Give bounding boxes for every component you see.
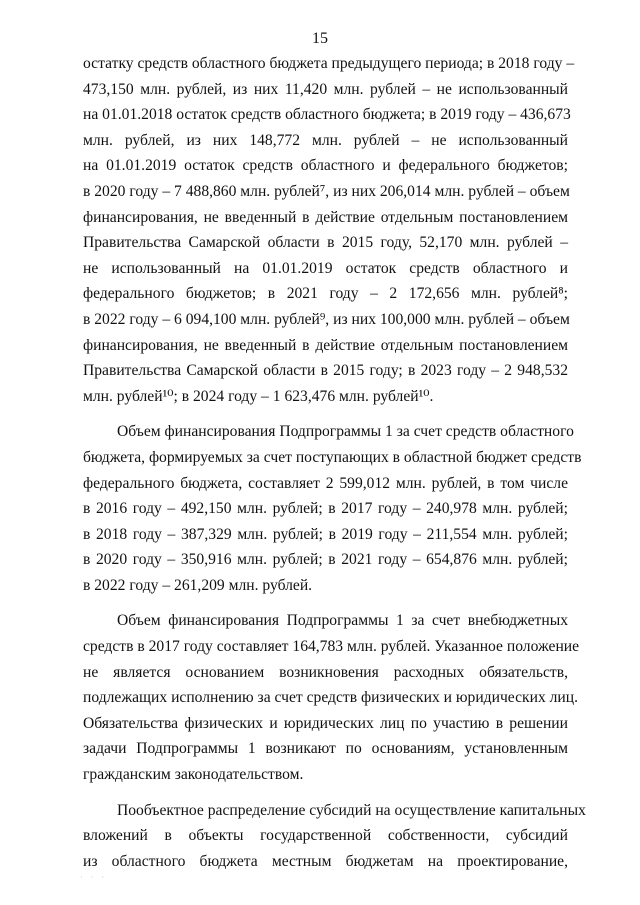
text-line: средств в 2017 году составляет 164,783 млн. рублей. Указанное положение [83,638,580,656]
text-line: не использованный на 01.01.2019 остаток средств областного и [83,259,568,277]
text-line: Пообъектное распределение субсидий на осуществление капитальных [117,801,586,819]
text-line: в 2020 году – 7 488,860 млн. рублей⁷, из них 206,014 млн. рублей – объем [83,182,570,200]
text-line: в 2022 году – 261,209 млн. рублей. [83,576,313,594]
document-body [83,51,586,874]
text-line: Правительства Самарской области в 2015 году; в 2023 году – 2 948,532 [83,362,568,380]
text-line: в 2016 году – 492,150 млн. рублей; в 2017 году – 240,978 млн. рублей; [83,500,568,518]
text-line: Правительства Самарской области в 2015 году, 52,170 млн. рублей – [83,234,568,252]
text-line: в 2022 году – 6 094,100 млн. рублей⁹, из них 100,000 млн. рублей – объем [83,310,570,328]
text-line: Обязательства физических и юридических лиц по участию в решении [83,714,568,732]
text-line: бюджета, формируемых за счет поступающих в областной бюджет средств [83,448,582,466]
scan-speck: · · · [80,873,107,882]
page-number: 15 [312,30,328,47]
text-line: 473,150 млн. рублей, из них 11,420 млн. рублей – не использованный [83,80,568,98]
text-line: на 01.01.2019 остаток средств областного и федерального бюджетов; [83,157,568,175]
text-line: задачи Подпрограммы 1 возникают по основаниям, установленным [83,740,568,758]
text-line: гражданским законодательством. [83,766,304,784]
paragraph-funding-by-year [83,51,575,409]
text-line: из областного бюджета местным бюджетам на проектирование, [83,852,568,870]
text-line: федерального бюджета, составляет 2 599,012 млн. рублей, в том числе [83,474,568,492]
text-line: вложений в объекты государственной собственности, субсидий [83,827,568,845]
text-line: Объем финансирования Подпрограммы 1 за счет внебюджетных [117,612,568,630]
text-line: млн. рублей, из них 148,772 млн. рублей – не использованный [83,131,568,149]
text-line: в 2018 году – 387,329 млн. рублей; в 2019 году – 211,554 млн. рублей; [83,525,568,543]
text-line: подлежащих исполнению за счет средств физических и юридических лиц. [83,689,579,707]
text-line: на 01.01.2018 остаток средств областного бюджета; в 2019 году – 436,673 [83,106,571,124]
text-line: федерального бюджетов; в 2021 году – 2 172,656 млн. рублей⁸; [83,285,568,303]
paragraph-federal-funding [83,419,582,598]
text-line: остатку средств областного бюджета предыдущего периода; в 2018 году – [83,55,575,72]
text-line: финансирования, не введенный в действие отдельным постановлением [83,336,568,354]
text-line: Объем финансирования Подпрограммы 1 за счет средств областного [117,423,574,441]
paragraph-extrabudgetary-funding [83,608,580,787]
text-line: в 2020 году – 350,916 млн. рублей; в 2021 году – 654,876 млн. рублей; [83,551,568,569]
text-line: не является основанием возникновения расходных обязательств, [83,663,568,681]
paragraph-subsidy-distribution [83,798,586,875]
text-line: млн. рублей¹⁰; в 2024 году – 1 623,476 млн. рублей¹⁰. [83,387,434,405]
text-line: финансирования, не введенный в действие отдельным постановлением [83,208,568,226]
